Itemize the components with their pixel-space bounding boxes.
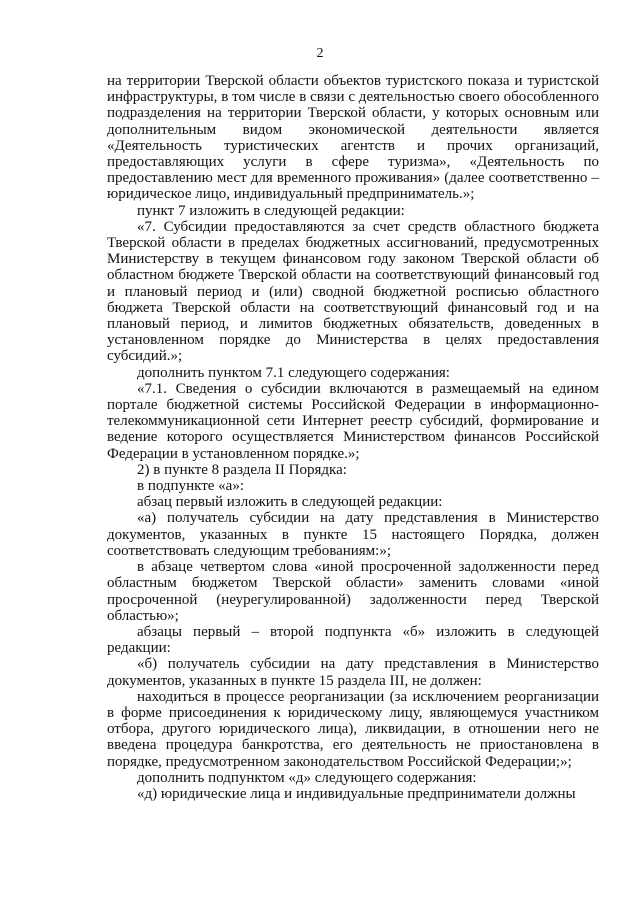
paragraph: в подпункте «а»: xyxy=(137,478,244,495)
paragraph: пункт 7 изложить в следующей редакции: xyxy=(137,202,405,219)
paragraph: находиться в процессе реорганизации (за исключением реорганизации в форме присоединения к юридическому лицу, являющемуся участником отбора, другого юридического лица), ликвидации, в отношении него не введена процедура банкротства, его деятельность не приостановлена в порядке, предусмотренном законодательством Российской Федерации;»; xyxy=(107,688,599,770)
paragraph: «7.1. Сведения о субсидии включаются в размещаемый на едином портале бюджетной системы Российской Федерации в информационно-телекоммуникационной сети Интернет реестр субсидий, формирование и ведение которого осуществляется Министерством финансов Российской Федерации в установленном порядке.»; xyxy=(107,380,599,462)
paragraph: на территории Тверской области объектов туристского показа и туристской инфраструктуры, в том числе в связи с деятельностью своего обособленного подразделения на территории Тверской области, у которых основным или дополнительным видом экономической деятельности является «Деятельность туристических агентств и прочих организаций, предоставляющих услуги в сфере туризма», «Деятельность по предоставлению мест для временного проживания» (далее соответственно – юридическое лицо, индивидуальный предприниматель.»; xyxy=(107,73,599,203)
paragraph: «7. Субсидии предоставляются за счет средств областного бюджета Тверской области в пределах бюджетных ассигнований, предусмотренных Министерству в текущем финансовом году законом Тверской области об областном бюджете Тверской области на соответствующий финансовый год и плановый период и (или) сводной бюджетной росписью областного бюджета Тверской области на соответствующий финансовый год и на плановый период, и лимитов бюджетных обязательств, доведенных в установленном порядке до Министерства в целях предоставления субсидий.»; xyxy=(107,218,599,365)
paragraph: дополнить пунктом 7.1 следующего содержания: xyxy=(137,364,450,381)
paragraph: абзацы первый – второй подпункта «б» изложить в следующей редакции: xyxy=(107,623,599,657)
paragraph: «б) получатель субсидии на дату представления в Министерство документов, указанных в пункте 15 раздела III, не должен: xyxy=(107,656,599,689)
paragraph: в абзаце четвертом слова «иной просроченной задолженности перед областным бюджетом Тверской области» заменить словами «иной просроченной (неурегулированной) задолженности перед Тверской областью»; xyxy=(107,559,599,624)
paragraph: «д) юридические лица и индивидуальные предприниматели должны xyxy=(137,785,576,802)
document-body xyxy=(107,73,599,802)
paragraph: 2) в пункте 8 раздела II Порядка: xyxy=(137,461,347,478)
page-number: 2 xyxy=(316,46,324,61)
paragraph: дополнить подпунктом «д» следующего содержания: xyxy=(137,769,477,786)
paragraph: «а) получатель субсидии на дату представления в Министерство документов, указанных в пункте 15 настоящего Порядка, должен соответствовать следующим требованиям:»; xyxy=(107,510,599,559)
paragraph: абзац первый изложить в следующей редакции: xyxy=(137,494,443,511)
